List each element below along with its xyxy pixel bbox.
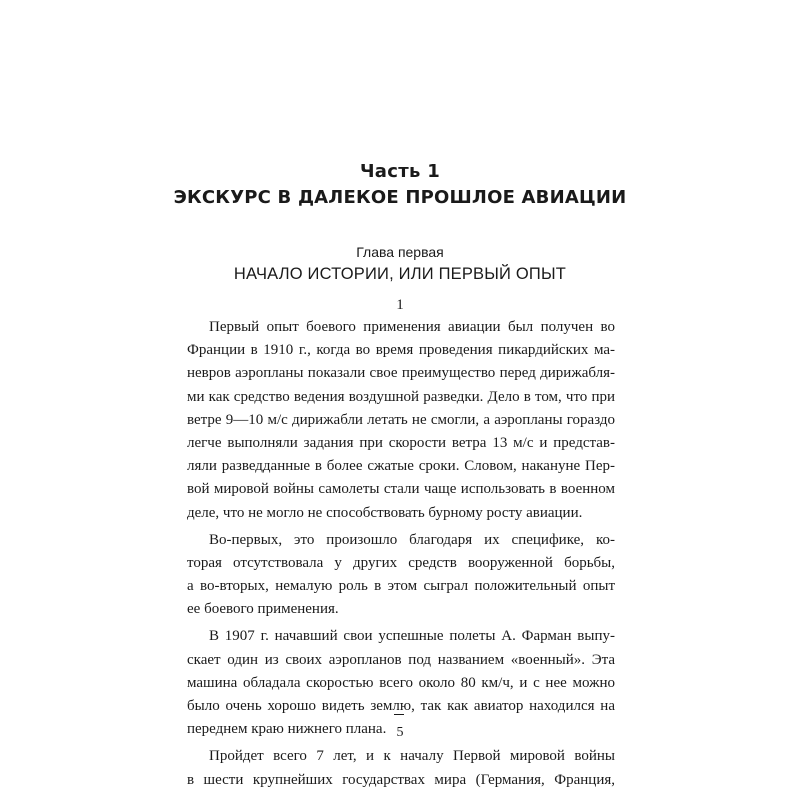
section-number: 1 [396, 297, 404, 313]
paragraph [187, 529, 615, 622]
text-line: в шести крупнейших государствах мира (Германия, Франция, [187, 771, 615, 788]
paragraph [187, 316, 615, 525]
text-line: скает один из своих аэропланов под названием «военный». Эта [187, 651, 615, 668]
paragraph [187, 745, 615, 791]
text-line: В 1907 г. начавший свои успешные полеты А. Фарман выпу- [209, 628, 615, 645]
text-line: легче выполняли задания при скорости ветра 13 м/с и представ- [187, 434, 615, 451]
text-line: Пройдет всего 7 лет, и к началу Первой мировой войны [209, 748, 615, 765]
page-number: 5 [396, 725, 404, 740]
text-line: переднем краю нижнего плана. [187, 721, 387, 738]
text-line: Во-первых, это произошло благодаря их специфике, ко- [209, 531, 615, 548]
part-label: Часть 1 [359, 161, 441, 182]
text-line: ветре 9—10 м/с дирижабли летать не смогли, а аэропланы гораздо [187, 411, 615, 428]
text-line: ляли разведданные в более сжатые сроки. Словом, накануне Пер- [187, 458, 615, 475]
text-line: вой мировой войны самолеты стали чаще использовать в военном [187, 481, 615, 498]
footer-dash [394, 714, 404, 715]
text-line: Франции в 1910 г., когда во время проведения пикардийских ма- [187, 342, 615, 359]
text-line: ее боевого применения. [187, 601, 339, 618]
text-line: невров аэропланы показали свое преимущество перед дирижабля- [187, 365, 615, 382]
part-title: ЭКСКУРС В ДАЛЕКОЕ ПРОШЛОЕ АВИАЦИИ [173, 187, 627, 208]
text-line: машина обладала скоростью всего около 80 км/ч, и с нее можно [187, 674, 615, 691]
chapter-label: Глава первая [356, 244, 444, 260]
text-line: было очень хорошо видеть землю, так как авиатор находился на [187, 698, 615, 714]
body-text [187, 316, 615, 792]
text-line: деле, что не могло не способствовать бурному росту авиации. [187, 504, 583, 521]
text-line: ми как средство ведения воздушной разведки. Дело в том, что при [187, 388, 615, 405]
text-line: торая отсутствовала у других средств вооруженной борьбы, [187, 554, 615, 571]
chapter-title: НАЧАЛО ИСТОРИИ, ИЛИ ПЕРВЫЙ ОПЫТ [233, 265, 567, 283]
text-line: Первый опыт боевого применения авиации был получен во [209, 319, 615, 335]
text-line: а во-вторых, немалую роль в этом сыграл положительный опыт [187, 578, 615, 595]
